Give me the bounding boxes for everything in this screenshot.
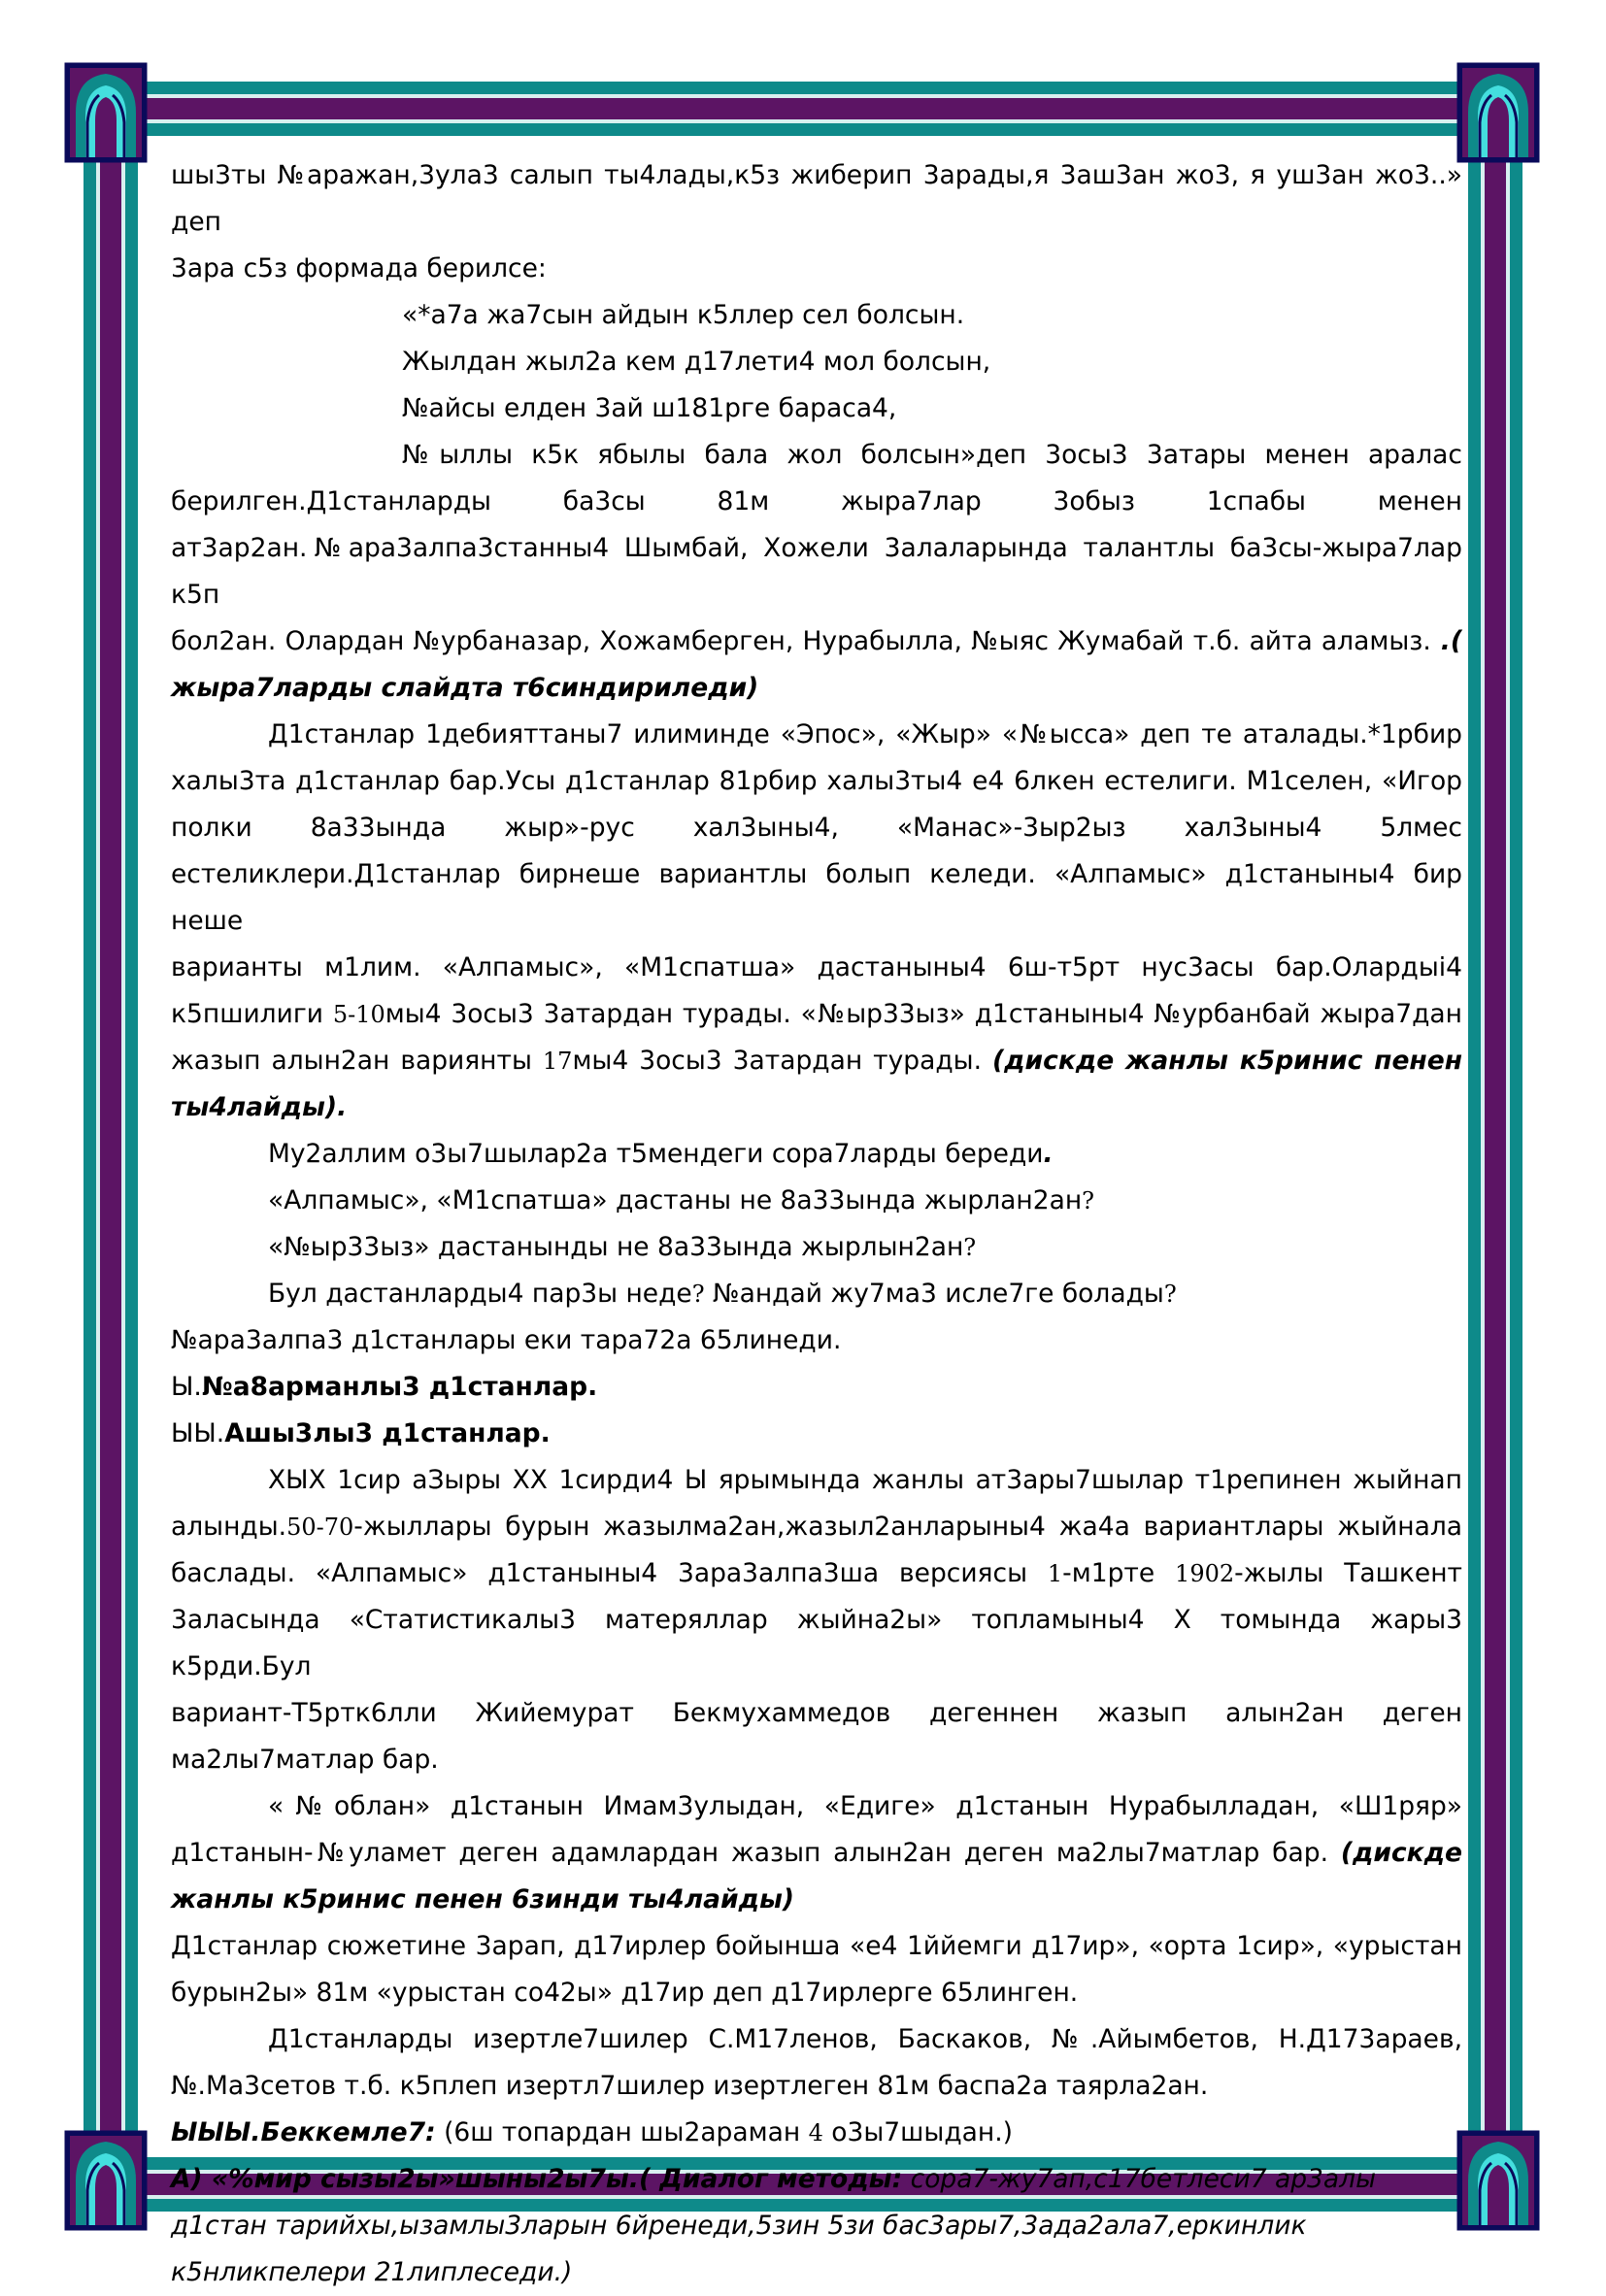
text-line bbox=[171, 758, 1462, 805]
question-mark: ? bbox=[691, 1281, 705, 1308]
number-span: 4 bbox=[808, 2119, 823, 2146]
text-span: №ара3алпа3 д1станлары еки тара72а 65линеди. bbox=[171, 1325, 842, 1355]
text-span: Д1станларды изертле7шилер С.М17ленов, Баскаков, №.Айымбетов, Н.Д173араев, №.Ма3сетов т.б. к5плеп изертл7шилер изертлеген 81м баспа2а таярла2ан. bbox=[171, 2024, 1462, 2101]
note-slide: .( жыра7ларды слайдта т6синдириледи) bbox=[171, 626, 1462, 703]
text-span: Ы. bbox=[171, 1372, 202, 1402]
text-line bbox=[171, 152, 1462, 246]
text-span: баслады. «Алпамыс» д1станыны4 3ара3алпа3ша версиясы bbox=[171, 1558, 1048, 1588]
section-heading bbox=[171, 1364, 1462, 1411]
corner-ornament-top-left bbox=[66, 64, 146, 161]
verse-line bbox=[171, 339, 1462, 385]
text-line bbox=[171, 246, 1462, 292]
section-heading bbox=[171, 1411, 1462, 1457]
text-span: варианты м1лим. «Алпамыс», «М1спатша» дастаныны4 6ш-т5рт нус3асы бар.Олардыі4 bbox=[171, 952, 1462, 982]
text-span: ат3ар2ан.№ара3алпа3станны4 Шымбай, Хожели 3алаларында талантлы ба3сы-жыра7лар к5п bbox=[171, 533, 1462, 610]
text-span: мы4 3осы3 3атардан турады. bbox=[572, 1046, 993, 1076]
question-item bbox=[171, 1178, 1462, 1224]
text-span: жазып алын2ан вариянты bbox=[171, 1046, 543, 1076]
text-line bbox=[171, 1737, 1462, 1783]
text-span: -жылы Ташкент bbox=[1234, 1558, 1462, 1588]
text-span: ма2лы7матлар бар. bbox=[171, 1745, 439, 1775]
text-span: ЫЫ. bbox=[171, 1418, 225, 1448]
text-span: Д1станлар сюжетине 3арап, д17ирлер бойынша «е4 1ййемги д17ир», «орта 1сир», «урыстан бурын2ы» 81м «урыстан со42ы» д17ир деп д17ирлерге 65линген. bbox=[171, 1931, 1462, 2008]
text-line bbox=[171, 712, 1462, 758]
number-span: 50-70 bbox=[286, 1514, 354, 1541]
right-border bbox=[1468, 146, 1522, 2155]
text-span: полки 8а33ында жыр»-рус хал3ыны4, «Манас»-3ыр2ыз хал3ыны4 5лмес bbox=[171, 813, 1462, 843]
number-span: 1 bbox=[1047, 1560, 1063, 1587]
text-span: шы3ты №аражан,3ула3 салып ты4лады,к5з жиберип 3арады,я 3аш3ан жо3, я уш3ан жо3..» деп bbox=[171, 160, 1462, 237]
text-span: №айсы елден 3ай ш181рге бараса4, bbox=[402, 393, 897, 423]
question-mark: ? bbox=[963, 1234, 977, 1261]
text-span: «№облан» д1станын Имам3улыдан, «Едиге» д1станын Нурабылладан, «Ш1ряр» bbox=[268, 1791, 1462, 1821]
text-span: сора7-жу7ап,с17бетлеси7 ар3алы д1стан тарийхы,ызамлы3ларын 6йренеди,5зин 5зи бас3ары7,3ада2ала7,еркинлик к5нликпелери 21липлеседи.) bbox=[171, 2164, 1377, 2287]
number-span: 1902 bbox=[1175, 1560, 1235, 1587]
text-span: вариант-Т5ртк6лли Жийемурат Бекмухаммедов дегеннен жазып алын2ан деген bbox=[171, 1698, 1462, 1728]
text-span: бол2ан. Олардан №урбаназар, Хожамберген, Нурабылла, №ыяс Жумабай т.б. айта аламыз. bbox=[171, 626, 1431, 656]
text-line bbox=[171, 1597, 1462, 1690]
text-line bbox=[171, 945, 1462, 991]
number-span: 17 bbox=[542, 1048, 573, 1075]
text-span: Ашы3лы3 д1станлар. bbox=[224, 1418, 551, 1448]
text-span: . bbox=[1043, 1139, 1054, 1169]
corner-ornament-bottom-left bbox=[66, 2132, 146, 2229]
text-line bbox=[171, 1504, 1462, 1550]
text-paragraph bbox=[171, 1923, 1462, 2016]
text-span: ЫЫЫ.Беккемле7: bbox=[171, 2117, 436, 2147]
note-disk-end bbox=[171, 1084, 1462, 1131]
text-span: мы4 3осы3 3атардан турады. «№ыр33ыз» д1станыны4 №урбанбай жыра7дан bbox=[385, 999, 1462, 1029]
text-span: ХЫХ 1сир аЗыры ХХ 1сирди4 Ы ярымында жанлы ат3ары7шылар т1репинен жыйнап bbox=[268, 1465, 1462, 1495]
text-paragraph bbox=[171, 2156, 1462, 2296]
question-item bbox=[171, 1271, 1462, 1317]
question-item bbox=[171, 1224, 1462, 1271]
text-span: халы3та д1станлар бар.Усы д1станлар 81рбир халы3ты4 е4 6лкен естелиги. М1селен, «Игор bbox=[171, 766, 1462, 796]
text-line bbox=[171, 1457, 1462, 1504]
text-line bbox=[171, 1783, 1462, 1830]
text-span: -м1рте bbox=[1062, 1558, 1176, 1588]
text-span: Жылдан жыл2а кем д17лети4 мол болсын, bbox=[402, 347, 991, 377]
top-border bbox=[146, 82, 1460, 136]
text-span: №ыллы к5к ябылы бала жол болсын»деп 3осы3 3атары менен аралас bbox=[402, 440, 1462, 470]
text-span: д1станын-№уламет деген адамлардан жазып алын2ан деген ма2лы7матлар бар. bbox=[171, 1838, 1341, 1868]
text-paragraph bbox=[171, 1830, 1462, 1923]
text-span: естеликлери.Д1станлар бирнеше вариантлы болып келеди. «Алпамыс» д1станыны4 бир неше bbox=[171, 859, 1462, 936]
text-line bbox=[171, 525, 1462, 618]
text-line bbox=[171, 851, 1462, 945]
text-span: №а8арманлы3 д1станлар. bbox=[201, 1372, 598, 1402]
left-border bbox=[84, 146, 138, 2155]
text-span: алынды. bbox=[171, 1512, 287, 1542]
question-intro bbox=[171, 1131, 1462, 1178]
text-line bbox=[171, 1690, 1462, 1737]
text-span: о3ы7шыдан.) bbox=[822, 2117, 1013, 2147]
text-line bbox=[171, 1550, 1462, 1597]
text-span: №андай жу7ма3 исле7ге болады bbox=[704, 1279, 1164, 1309]
text-span: 3ара с5з формада берилсе: bbox=[171, 253, 547, 283]
text-span: «№ыр33ыз» дастанынды не 8а33ында жырлын2ан bbox=[268, 1232, 964, 1262]
text-span: к5пшилиги bbox=[171, 999, 333, 1029]
question-mark: ? bbox=[1082, 1187, 1095, 1215]
number-span: 5-10 bbox=[332, 1001, 385, 1028]
note-disk: (дискде жанлы к5ринис пенен bbox=[992, 1046, 1463, 1076]
corner-ornament-bottom-right bbox=[1458, 2132, 1538, 2229]
text-line bbox=[171, 1038, 1462, 1084]
text-paragraph bbox=[171, 618, 1462, 712]
note-disk: (дискде жанлы к5ринис пенен 6зинди ты4лайды) bbox=[171, 1838, 1462, 1914]
document-body bbox=[171, 152, 1462, 2296]
text-span: -жыллары бурын жазылма2ан,жазыл2анларыны4 жа4а вариантлары жыйнала bbox=[353, 1512, 1462, 1542]
text-span: ты4лайды). bbox=[171, 1092, 348, 1122]
verse-line bbox=[171, 432, 1462, 479]
text-line bbox=[171, 479, 1462, 525]
question-mark: ? bbox=[1163, 1281, 1177, 1308]
text-span: (6ш топардан шы2араман bbox=[435, 2117, 809, 2147]
verse-line bbox=[171, 385, 1462, 432]
text-span: Д1станлар 1дебияттаны7 илиминде «Эпос», «Жыр» «№ысса» деп те аталады.*1рбир bbox=[268, 719, 1462, 749]
text-span: А) «%мир сызы2ы»шыны2ы7ы.( Диалог методы: bbox=[171, 2164, 903, 2194]
text-paragraph bbox=[171, 2016, 1462, 2110]
text-span: берилген.Д1станларды ба3сы 81м жыра7лар 3обыз 1спабы менен bbox=[171, 486, 1462, 516]
text-line bbox=[171, 1317, 1462, 1364]
text-span: «Алпамыс», «М1спатша» дастаны не 8а33ында жырлан2ан bbox=[268, 1185, 1083, 1215]
text-line bbox=[171, 805, 1462, 851]
text-span: Бул дастанларды4 пар3ы неде bbox=[268, 1279, 692, 1309]
text-span: «*а7а жа7сын айдын к5ллер сел болсын. bbox=[402, 300, 965, 330]
text-span: Му2аллим о3ы7шылар2а т5мендеги сора7ларды береди bbox=[268, 1139, 1044, 1169]
corner-ornament-top-right bbox=[1458, 64, 1538, 161]
verse-line bbox=[171, 292, 1462, 339]
text-line bbox=[171, 991, 1462, 1038]
section-heading bbox=[171, 2110, 1462, 2156]
text-span: 3аласында «Статистикалы3 матеряллар жыйна2ы» топламыны4 Х томында жары3 к5рди.Бул bbox=[171, 1605, 1462, 1681]
